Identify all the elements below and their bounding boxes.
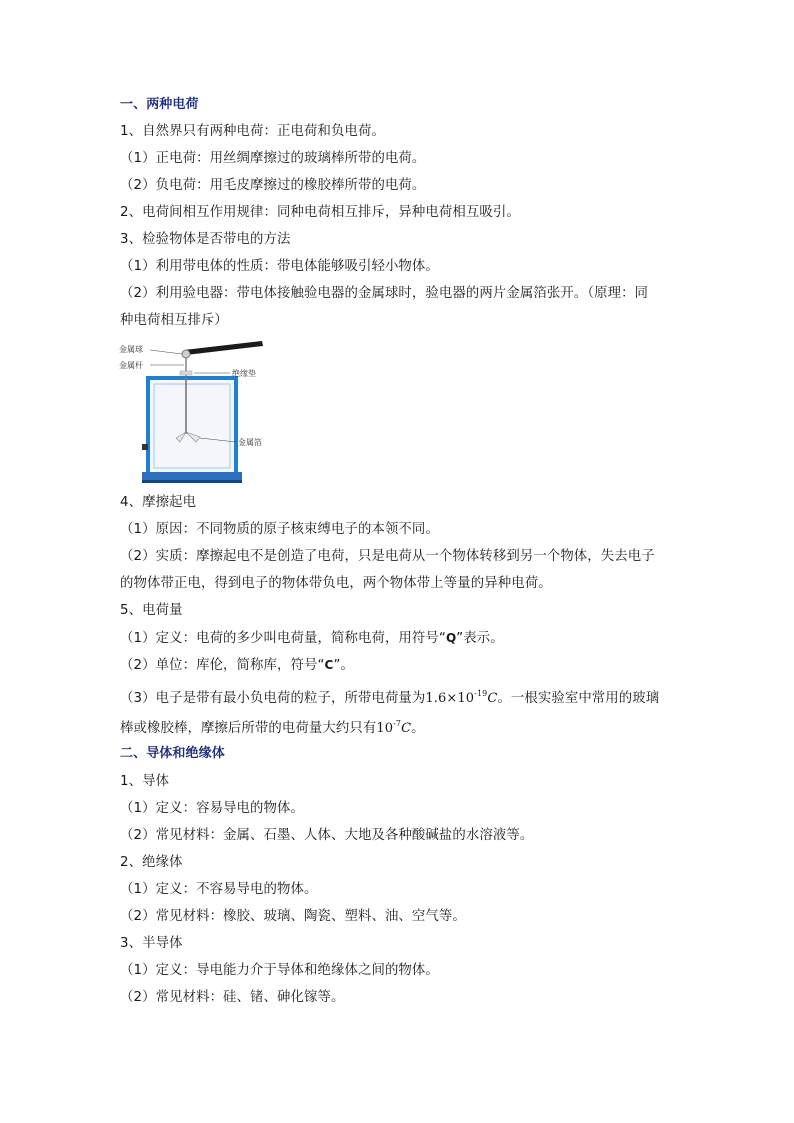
leader-ball: [150, 350, 182, 354]
item-1-1: （1）正电荷：用丝绸摩擦过的玻璃棒所带的电荷。: [120, 151, 426, 166]
s2-item-1-1: （1）定义：容易导电的物体。: [120, 801, 304, 816]
item-5-1: [120, 628, 680, 649]
s2-item-2-1: （1）定义：不容易导电的物体。: [120, 882, 318, 897]
label-metal-foil: 金属箔: [238, 438, 262, 447]
s2-item-2: 2、绝缘体: [120, 855, 183, 870]
base: [142, 472, 242, 480]
item-3-2-line-2: 种电荷相互排斥）: [120, 313, 228, 328]
item-5-3-line-2: [120, 714, 680, 739]
charged-rod: [184, 341, 263, 355]
symbol-q: Q: [445, 631, 457, 645]
rod-charge-unit: C: [401, 721, 412, 736]
label-metal-ball: 金属球: [119, 345, 143, 354]
metal-ball: [182, 350, 190, 358]
item-5-3-text-2: 棒或橡胶棒，摩擦后所带的电荷量大约只有: [120, 721, 377, 736]
item-3-2-line-1: （2）利用验电器：带电体接触验电器的金属球时，验电器的两片金属箔张开。（原理：同: [120, 286, 649, 301]
item-5-1-text: （1）定义：电荷的多少叫电荷量，简称电荷，用符号“: [120, 631, 446, 646]
item-4-2-line-1: （2）实质：摩擦起电不是创造了电荷，只是电荷从一个物体转移到另一个物体，失去电子: [120, 549, 655, 564]
rod-charge-exponent: -7: [393, 719, 402, 728]
item-5-2-suffix: ”。: [333, 658, 354, 673]
electron-charge-exponent: -19: [474, 689, 488, 698]
electron-charge: [425, 691, 497, 706]
section-1-title: 一、两种电荷: [120, 97, 199, 112]
item-1-2: （2）负电荷：用毛皮摩擦过的橡胶棒所带的电荷。: [120, 178, 426, 193]
s2-item-3-1: （1）定义：导电能力介于导体和绝缘体之间的物体。: [120, 963, 439, 978]
item-3-1: （1）利用带电体的性质：带电体能够吸引轻小物体。: [120, 259, 439, 274]
glass-case: [148, 378, 236, 474]
symbol-c: C: [324, 658, 334, 672]
insulating-pad: [180, 371, 192, 375]
rod-charge-base: 10: [376, 721, 394, 736]
item-3: 3、检验物体是否带电的方法: [120, 232, 291, 247]
s2-item-1-2: （2）常见材料：金属、石墨、人体、大地及各种酸碱盐的水溶液等。: [120, 828, 534, 843]
item-2: 2、电荷间相互作用规律：同种电荷相互排斥，异种电荷相互吸引。: [120, 205, 520, 220]
item-5-3-text: （3）电子是带有最小负电荷的粒子，所带电荷量为: [120, 691, 426, 706]
item-5-3-suffix: 。一根实验室中常用的玻璃: [497, 691, 660, 706]
section-2-title: 二、导体和绝缘体: [120, 746, 225, 761]
item-4: 4、摩擦起电: [120, 495, 197, 510]
electroscope-diagram: [118, 338, 278, 490]
item-5-3-suffix-2: 。: [411, 721, 425, 736]
item-5: 5、电荷量: [120, 603, 183, 618]
item-4-2-line-2: 的物体带正电，得到电子的物体带负电，两个物体带上等量的异种电荷。: [120, 576, 552, 591]
s2-item-3-2: （2）常见材料：硅、锗、砷化镓等。: [120, 990, 345, 1005]
item-5-1-suffix: ”表示。: [456, 631, 504, 646]
rod-charge: [376, 721, 411, 736]
electron-charge-mantissa: 1.6×10: [425, 691, 475, 706]
ground-terminal: [142, 444, 148, 450]
item-5-2: [120, 655, 680, 676]
label-insulating-pad: 绝缘垫: [232, 369, 256, 378]
item-5-2-text: （2）单位：库伦，简称库，符号“: [120, 658, 325, 673]
item-1: 1、自然界只有两种电荷：正电荷和负电荷。: [120, 124, 385, 139]
base-shadow: [142, 480, 242, 483]
s2-item-2-2: （2）常见材料：橡胶、玻璃、陶瓷、塑料、油、空气等。: [120, 909, 466, 924]
item-5-3-line-1: [120, 684, 680, 709]
s2-item-1: 1、导体: [120, 774, 170, 789]
label-metal-rod: 金属杆: [119, 361, 143, 370]
item-4-1: （1）原因：不同物质的原子核束缚电子的本领不同。: [120, 522, 439, 537]
s2-item-3: 3、半导体: [120, 936, 183, 951]
electron-charge-unit: C: [487, 691, 498, 706]
